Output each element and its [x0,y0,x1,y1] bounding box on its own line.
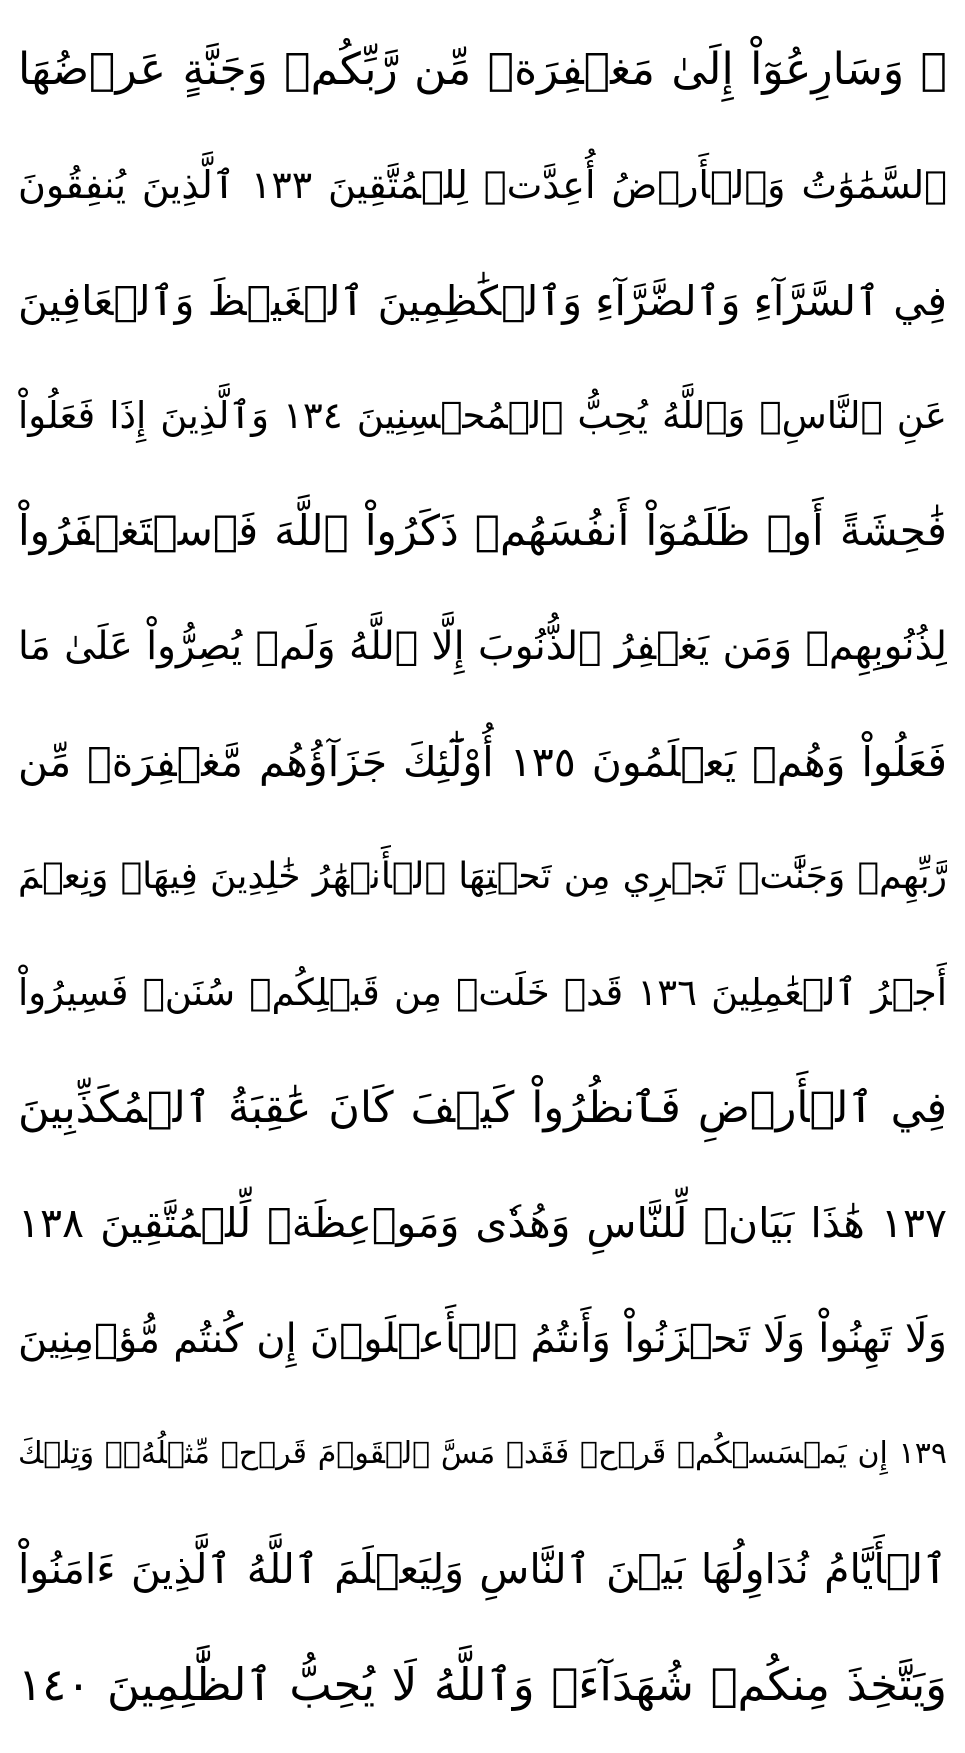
verse-line-14-text: ٱلۡأَيَّامُ نُدَاوِلُهَا بَيۡنَ ٱلنَّاسِ وَلِيَعۡلَمَ ٱللَّهُ ٱلَّذِينَ ءَامَنُواْ [18,1545,947,1594]
verse-line-1-text: ۞ وَسَارِعُوٓاْ إِلَىٰ مَغۡفِرَةٖ مِّن رَّبِّكُمۡ وَجَنَّةٍ عَرۡضُهَا [18,44,947,95]
verse-line-4 [18,368,947,464]
verse-line-9 [18,945,947,1041]
verse-line-5-text: فَٰحِشَةً أَوۡ ظَلَمُوٓاْ أَنفُسَهُمۡ ذَكَرُواْ ٱللَّهَ فَٱسۡتَغۡفَرُواْ [18,506,947,556]
verse-line-2 [18,137,947,233]
verse-line-10-text: فِي ٱلۡأَرۡضِ فَٱنظُرُواْ كَيۡفَ كَانَ عَٰقِبَةُ ٱلۡمُكَذِّبِينَ [18,1083,947,1134]
verse-line-12-text: وَلَا تَهِنُواْ وَلَا تَحۡزَنُواْ وَأَنتُمُ ٱلۡأَعۡلَوۡنَ إِن كُنتُم مُّؤۡمِنِينَ [18,1315,947,1362]
verse-line-6 [18,599,947,695]
verse-line-9-text: أَجۡرُ ٱلۡعَٰمِلِينَ ١٣٦ قَدۡ خَلَتۡ مِن قَبۡلِكُمۡ سُنَنٞ فَسِيرُواْ [18,970,947,1014]
verse-line-11-text: ١٣٧ هَٰذَا بَيَانٞ لِّلنَّاسِ وَهُدٗى وَمَوۡعِظَةٞ لِّلۡمُتَّقِينَ ١٣٨ [18,1199,947,1248]
verse-line-7-text: فَعَلُواْ وَهُمۡ يَعۡلَمُونَ ١٣٥ أُوْلَٰٓئِكَ جَزَآؤُهُم مَّغۡفِرَةٞ مِّن [18,738,947,787]
verse-line-8-text: رَّبِّهِمۡ وَجَنَّٰتٞ تَجۡرِي مِن تَحۡتِهَا ٱلۡأَنۡهَٰرُ خَٰلِدِينَ فِيهَاۚ وَنِعۡمَ [18,856,947,898]
verse-line-7 [18,714,947,810]
verse-line-12 [18,1291,947,1387]
verse-line-15-text: وَيَتَّخِذَ مِنكُمۡ شُهَدَآءَۗ وَٱللَّهُ لَا يُحِبُّ ٱلظَّٰلِمِينَ ١٤٠ [18,1657,947,1711]
verse-line-10 [18,1060,947,1156]
verse-line-6-text: لِذُنُوبِهِمۡ وَمَن يَغۡفِرُ ٱلذُّنُوبَ إِلَّا ٱللَّهُ وَلَمۡ يُصِرُّواْ عَلَىٰ مَا [18,623,947,669]
verse-line-3 [18,253,947,349]
verse-line-14 [18,1521,947,1617]
verse-line-2-text: ٱلسَّمَٰوَٰتُ وَٱلۡأَرۡضُ أُعِدَّتۡ لِلۡمُتَّقِينَ ١٣٣ ٱلَّذِينَ يُنفِقُونَ [18,163,947,208]
verse-line-8 [18,829,947,925]
verse-line-5 [18,483,947,579]
verse-line-13-text: ١٣٩ إِن يَمۡسَسۡكُمۡ قَرۡحٞ فَقَدۡ مَسَّ ٱلۡقَوۡمَ قَرۡحٞ مِّثۡلُهُۥۚ وَتِلۡكَ [18,1436,947,1472]
verse-line-3-text: فِي ٱلسَّرَّآءِ وَٱلضَّرَّآءِ وَٱلۡكَٰظِمِينَ ٱلۡغَيۡظَ وَٱلۡعَافِينَ [18,276,947,325]
verse-line-13 [18,1406,947,1502]
verse-line-15 [18,1637,947,1733]
verse-line-11 [18,1175,947,1271]
verse-lines [18,22,947,1733]
verse-line-1 [18,22,947,118]
verse-line-4-text: عَنِ ٱلنَّاسِۗ وَٱللَّهُ يُحِبُّ ٱلۡمُحۡسِنِينَ ١٣٤ وَٱلَّذِينَ إِذَا فَعَلُواْ [18,394,947,438]
